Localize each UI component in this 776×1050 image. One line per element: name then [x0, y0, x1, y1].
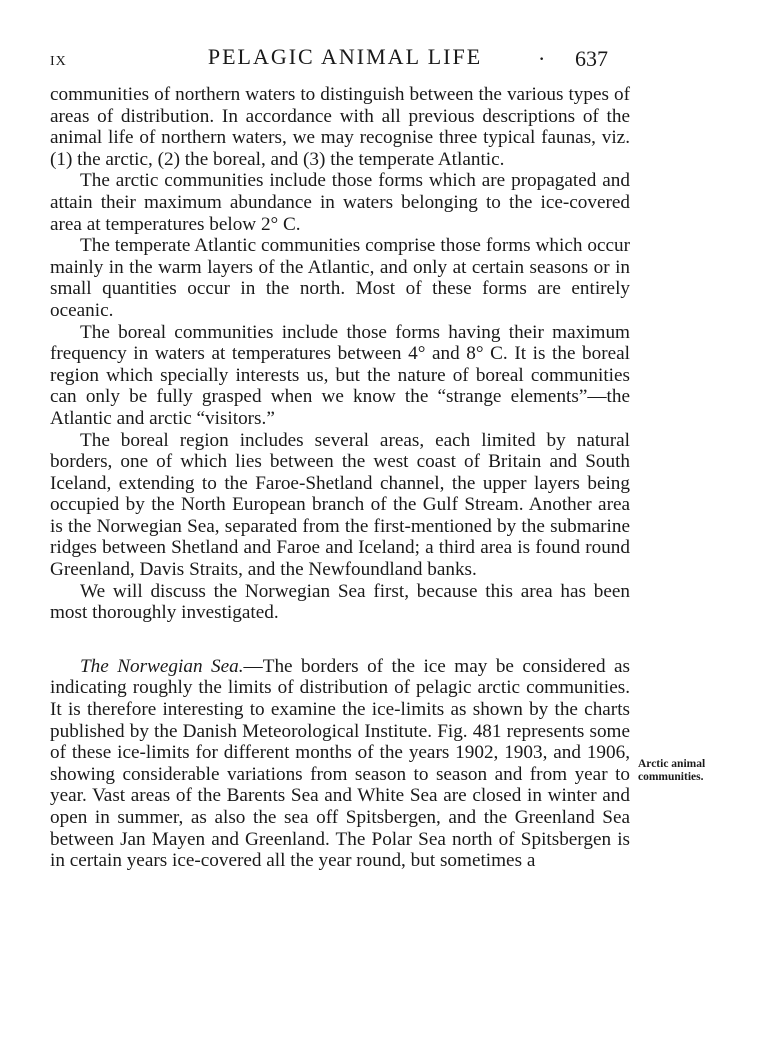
paragraph: The temperate Atlantic communities comprise those forms which occur mainly in the warm layers of the Atlantic, and only at certain seasons or in small quantities occur in the north. Most of these forms are entirely oceanic. — [50, 235, 630, 321]
chapter-number: IX — [50, 54, 67, 69]
paragraph: communities of northern waters to distinguish between the various types of areas of distribution. In accordance with all previous descriptions of the animal life of northern waters, we may recognise three typical faunas, viz. (1) the arctic, (2) the boreal, and (3) the temperate Atlantic. — [50, 84, 630, 170]
body-text — [50, 84, 630, 872]
section-paragraph — [50, 656, 630, 872]
running-title: PELAGIC ANIMAL LIFE — [207, 44, 483, 69]
paragraph: The boreal communities include those forms having their maximum frequency in waters at temperatures between 4° and 8° C. It is the boreal region which specially interests us, but the nature of boreal communities can only be fully grasped when we know the “strange elements”—the Atlantic and arctic “visitors.” — [50, 321, 630, 429]
paragraph: We will discuss the Norwegian Sea first, because this area has been most thoroughly investigated. — [50, 580, 630, 624]
paragraph: The arctic communities include those forms which are propagated and attain their maximum abundance in waters belonging to the ice-covered area at temperatures below 2° C. — [50, 170, 630, 235]
margin-note: Arctic animal communities. — [638, 758, 706, 783]
page-number: 637 — [575, 46, 608, 71]
section-text: —The borders of the ice may be considered as indicating roughly the limits of distribution of pelagic arctic communities. It is therefore interesting to examine the ice-limits as shown by the charts published by the Danish Meteorological Institute. Fig. 481 represents some of these ice-limits for different months of the years 1902, 1903, and 1906, showing considerable variations from season to season and from year to year. Vast areas of the Barents Sea and White Sea are closed in winter and open in summer, as also the sea off Spitsbergen, and the Greenland Sea between Jan Mayen and Greenland. The Polar Sea north of Spitsbergen is in certain years ice-covered all the year round, but sometimes a — [50, 655, 630, 872]
paragraph: The boreal region includes several areas, each limited by natural borders, one of which lies between the west coast of Britain and South Iceland, extending to the Faroe-Shetland channel, the upper layers being occupied by the North European branch of the Gulf Stream. Another area is the Norwegian Sea, separated from the first-mentioned by the submarine ridges between Shetland and Faroe and Iceland; a third area is found round Greenland, Davis Straits, and the Newfoundland banks. — [50, 429, 630, 581]
running-header — [0, 44, 776, 74]
section-title: The Norwegian Sea. — [80, 655, 244, 677]
header-dot: · — [538, 46, 546, 71]
